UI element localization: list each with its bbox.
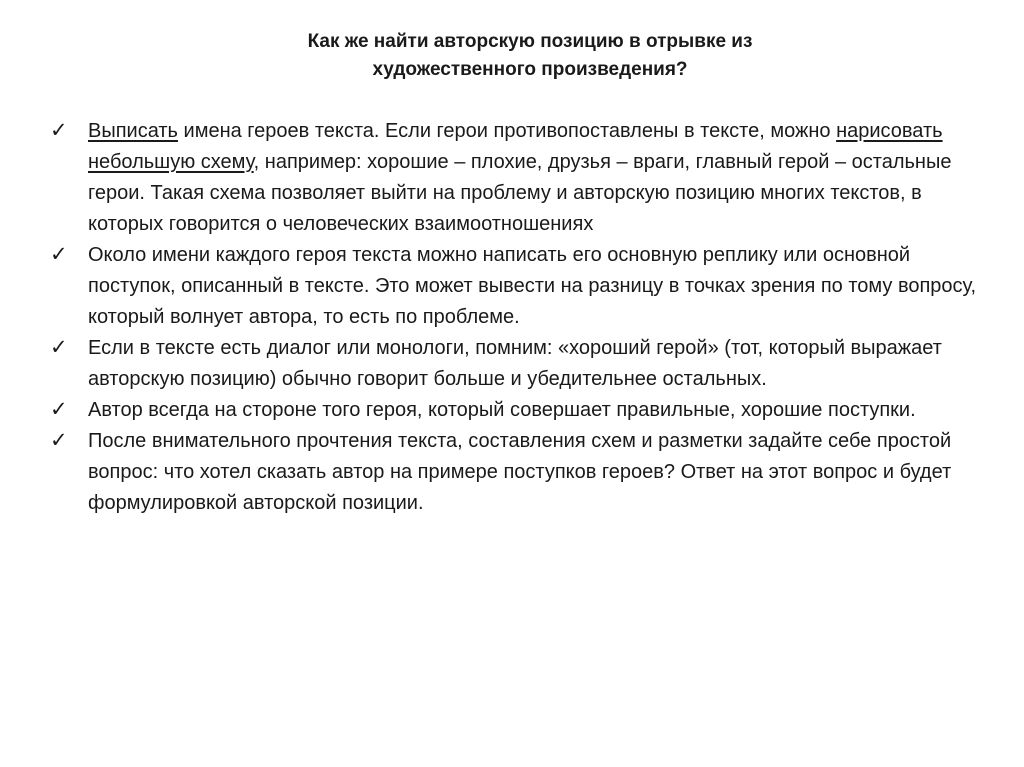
checkmark-icon: ✓ — [50, 397, 68, 421]
underlined-text: нарисовать небольшую схему — [88, 120, 943, 173]
bullet-item-2 — [48, 240, 978, 333]
bullet-list — [48, 116, 978, 519]
slide-title — [250, 28, 810, 84]
bullet-text: После внимательного прочтения текста, составления схем и разметки задайте себе простой вопрос: что хотел сказать автор на примере поступков героев? Ответ на этот вопрос и будет формулировкой авторской позиции. — [88, 430, 952, 514]
bullet-item-5 — [48, 426, 978, 519]
checkmark-icon: ✓ — [50, 428, 68, 452]
bullet-text: Около имени каждого героя текста можно написать его основную реплику или основной поступок, описанный в тексте. Это может вывести на разницу в точках зрения по тому вопросу, который волнует автора, то есть по проблеме. — [88, 244, 977, 328]
underlined-text: Выписать — [88, 120, 178, 142]
checkmark-icon: ✓ — [50, 242, 68, 266]
bullet-text: , например: хорошие – плохие, друзья – враги, главный герой – остальные герои. Такая схема позволяет выйти на проблему и авторскую позицию многих текстов, в которых говорится о человеческих взаимоотношениях — [88, 151, 952, 235]
checkmark-icon: ✓ — [50, 335, 68, 359]
bullet-item-4 — [48, 395, 978, 426]
bullet-text: имена героев текста. Если герои противопоставлены в тексте, можно — [177, 120, 837, 142]
bullet-item-3 — [48, 333, 978, 395]
checkmark-icon: ✓ — [50, 118, 68, 142]
title-line-2: художественного произведения? — [372, 59, 688, 80]
bullet-text: Если в тексте есть диалог или монологи, помним: «хороший герой» (тот, который выражает авторскую позицию) обычно говорит больше и убедительнее остальных. — [88, 337, 942, 390]
bullet-item-1 — [48, 116, 978, 240]
title-line-1: Как же найти авторскую позицию в отрывке из — [307, 31, 753, 52]
bullet-text: Автор всегда на стороне того героя, который совершает правильные, хорошие поступки. — [88, 399, 916, 421]
